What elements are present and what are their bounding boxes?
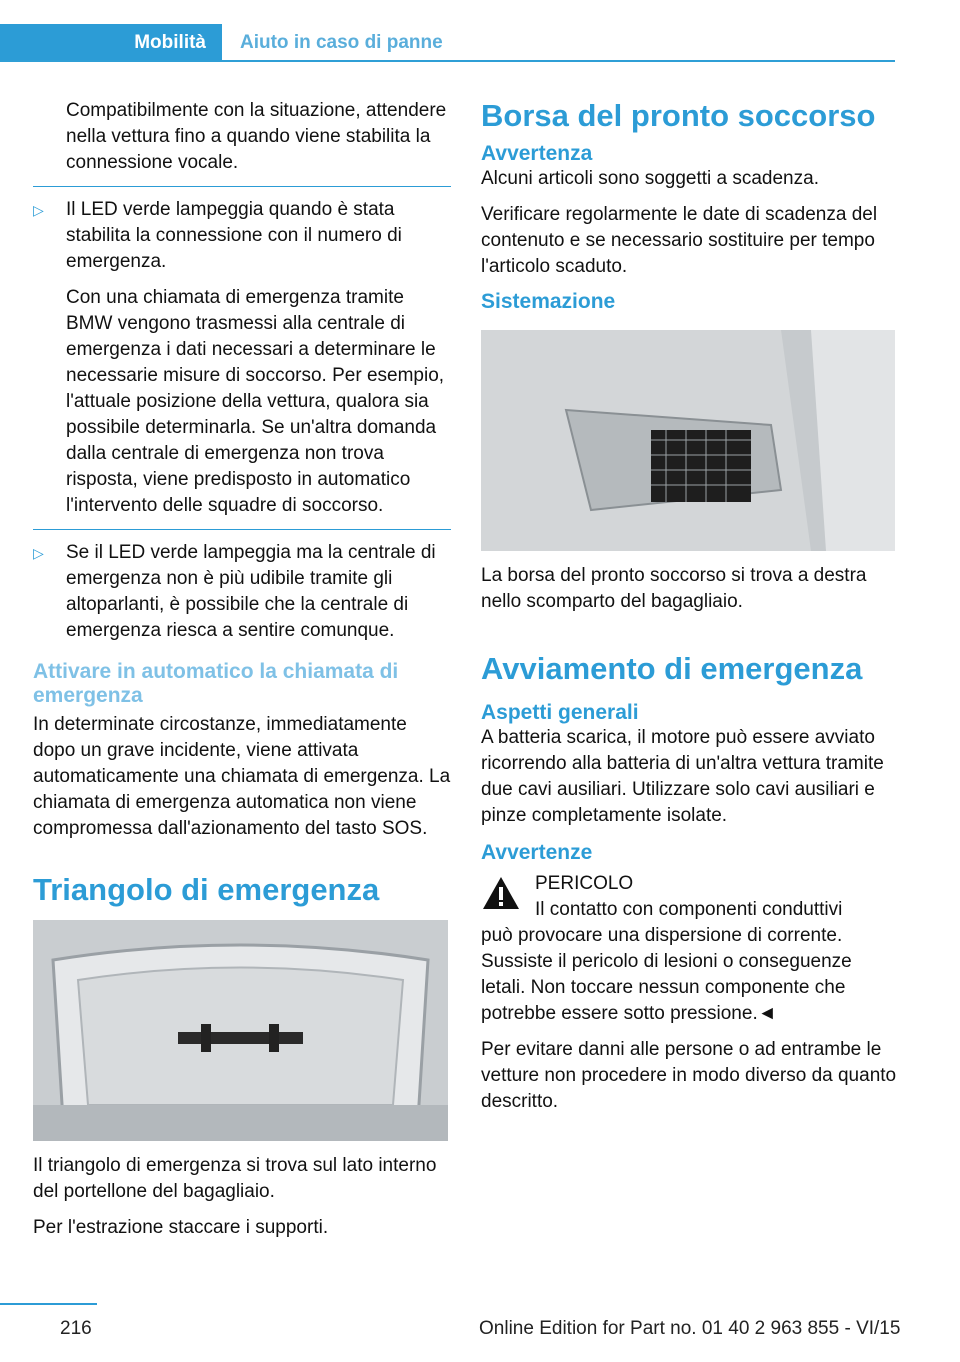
left-column xyxy=(33,98,451,1251)
warning-triangle-icon xyxy=(481,875,521,911)
first-aid-warning-text: Alcuni articoli sono soggetti a scadenza. xyxy=(481,168,819,189)
first-aid-warning-heading: Avvertenza xyxy=(481,142,593,165)
triangle-bullet-icon: ▷ xyxy=(33,202,44,218)
danger-notice xyxy=(481,871,901,923)
general-heading: Aspetti generali xyxy=(481,701,639,724)
first-aid-kit-photo xyxy=(481,330,895,551)
trunk-lid-illustration xyxy=(33,920,448,1141)
placement-text: La borsa del pronto soccorso si trova a destra nello scomparto del bagagliaio. xyxy=(481,565,867,612)
danger-first-line: Il contatto con componenti conduttivi xyxy=(535,899,843,920)
list-item xyxy=(33,197,451,519)
final-text: Per evitare danni alle persone o ad entrambe le vetture non procedere in modo diverso da quanto descritto. xyxy=(481,1039,897,1112)
danger-label: PERICOLO xyxy=(535,873,634,894)
section-tab: Mobilità xyxy=(0,24,222,62)
footer-rule xyxy=(0,1303,97,1305)
bullet-continuation: Con una chiamata di emergenza tramite BMW vengono trasmessi alla centrale di emergenza i dati necessari a determinare le necessarie misure di soccorso. Per esempio, l'attuale posizione della vettura, qualora sia possibile determinarla. Se un'altra domanda dalla centrale di emergenza non trova risposta, viene predisposto in automatico l'intervento delle squadre di soccorso. xyxy=(66,287,445,516)
page-header xyxy=(0,24,895,62)
bullet-text: Se il LED verde lampeggia ma la centrale di emergenza non è più udibile tramite gli altoparlanti, è possibile che la centrale di emergenza riesca a sentire comunque. xyxy=(66,542,436,641)
general-text: A batteria scarica, il motore può essere avviato ricorrendo alla batteria di un'altra vettura tramite due cavi ausiliari. Utilizzare solo cavi ausiliari e pinze completamente isolate. xyxy=(481,727,884,826)
notes-heading: Avvertenze xyxy=(481,841,593,864)
edition-text: Online Edition for Part no. 01 40 2 963 855 - VI/15 xyxy=(479,1318,901,1339)
auto-call-text: In determinate circostanze, immediatamente dopo un grave incidente, viene attivata automaticamente una chiamata di emergenza. La chiamata di emergenza automatica non viene compromessa dall'azionamento del tasto SOS. xyxy=(33,714,451,839)
intro-paragraph: Compatibilmente con la situazione, attendere nella vettura fino a quando viene stabilita la connessione vocale. xyxy=(66,100,447,173)
header-rule xyxy=(0,60,895,62)
bullet-text: Il LED verde lampeggia quando è stata stabilita la connessione con il numero di emergenza. xyxy=(66,199,402,272)
triangle-heading: Triangolo di emergenza xyxy=(33,872,380,907)
page-number: 216 xyxy=(60,1318,92,1339)
cargo-net-illustration xyxy=(481,330,895,551)
placement-heading: Sistemazione xyxy=(481,290,616,313)
list-item xyxy=(33,540,451,644)
subsection-title: Aiuto in caso di panne xyxy=(240,32,443,53)
first-aid-heading: Borsa del pronto soccorso xyxy=(481,98,876,133)
triangle-text: Il triangolo di emergenza si trova sul lato interno del portellone del bagagliaio. xyxy=(33,1155,437,1202)
divider xyxy=(33,186,451,187)
right-column xyxy=(481,98,901,1125)
auto-call-heading: Attivare in automatico la chiamata di emergenza xyxy=(33,660,399,707)
first-aid-warning-text-2: Verificare regolarmente le date di scadenza del contenuto e se necessario sostituire per tempo l'articolo scaduto. xyxy=(481,204,878,277)
trunk-lid-photo xyxy=(33,920,448,1141)
triangle-bullet-icon: ▷ xyxy=(33,545,44,561)
divider xyxy=(33,529,451,530)
triangle-text-2: Per l'estrazione staccare i supporti. xyxy=(33,1217,329,1238)
danger-text: può provocare una dispersione di corrente. Sussiste il pericolo di lesioni o conseguenze letali. Non toccare nessun componente che potrebbe essere sotto pressione.◄ xyxy=(481,925,852,1024)
jump-start-heading: Avviamento di emergenza xyxy=(481,651,863,686)
